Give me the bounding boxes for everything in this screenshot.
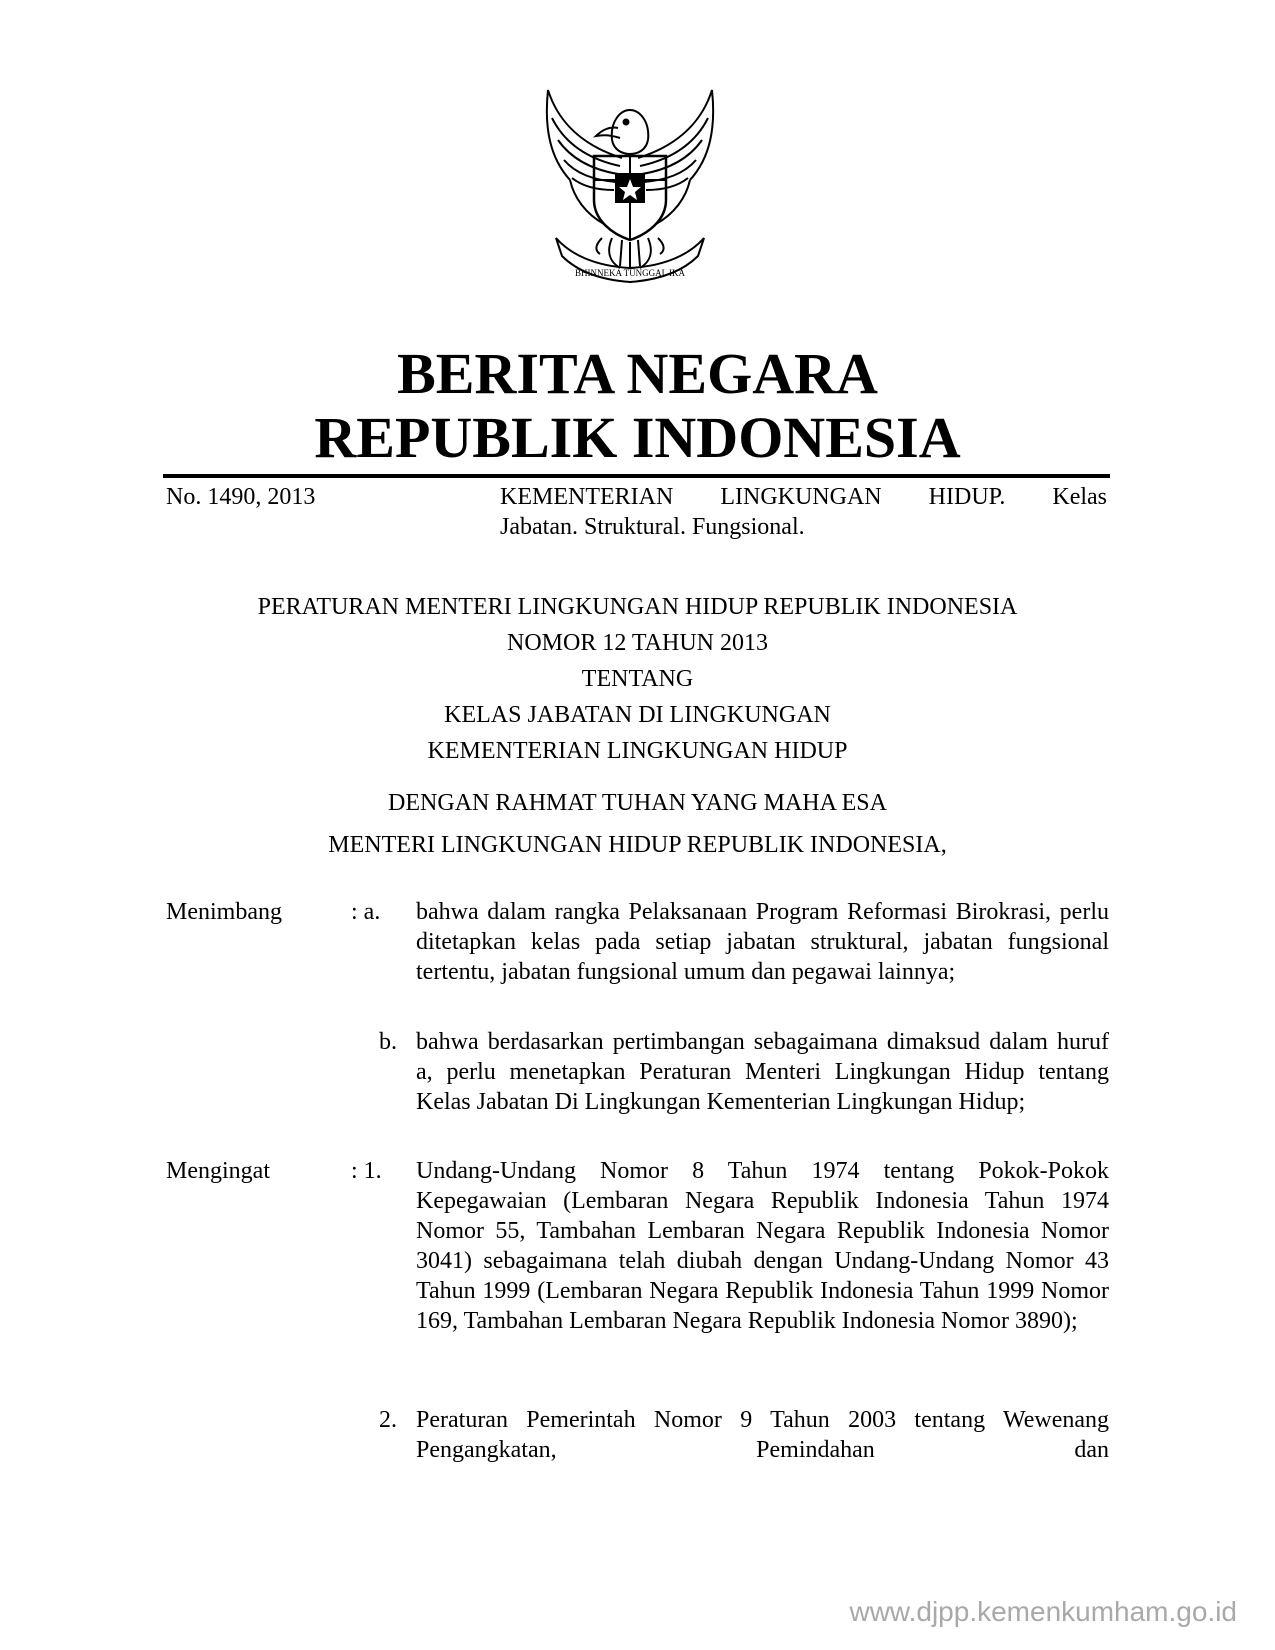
menimbang-clause-b: bahwa berdasarkan pertimbangan sebagaimana dimaksud dalam huruf a, perlu menetapkan Peraturan Menteri Lingkungan Hidup tentang Kelas Jabatan Di Lingkungan Kementerian Lingkungan Hidup; (416, 1029, 1109, 1115)
masthead-title-line2: REPUBLIK INDONESIA (314, 405, 961, 470)
mengingat-marker-2: 2. (379, 1407, 397, 1433)
menimbang-marker-a: : a. (351, 899, 381, 925)
regulation-subject-line1: KELAS JABATAN DI LINGKUNGAN (444, 702, 831, 728)
regulation-subject-line2: KEMENTERIAN LINGKUNGAN HIDUP (427, 738, 848, 764)
menimbang-label: Menimbang (166, 899, 282, 925)
gazette-number: No. 1490, 2013 (166, 484, 316, 510)
regulation-number: NOMOR 12 TAHUN 2013 (507, 630, 768, 656)
regulation-tentang: TENTANG (581, 666, 694, 692)
menimbang-marker-b: b. (379, 1029, 397, 1055)
masthead-title-line1: BERITA NEGARA (397, 341, 878, 406)
regulation-title-line1: PERATURAN MENTERI LINGKUNGAN HIDUP REPUBLIK INDONESIA (257, 594, 1018, 620)
garuda-pancasila-emblem-icon (530, 88, 730, 290)
mengingat-clause-2: Peraturan Pemerintah Nomor 9 Tahun 2003 tentang Wewenang Pengangkatan, Pemindahan dan (416, 1407, 1109, 1463)
emblem-motto: BHINNEKA TUNGGAL IKA (575, 268, 685, 278)
gazette-subject (500, 482, 1107, 542)
mengingat-label: Mengingat (166, 1158, 270, 1184)
masthead-divider (163, 474, 1110, 478)
preamble-line2: MENTERI LINGKUNGAN HIDUP REPUBLIK INDONESIA, (328, 832, 947, 858)
preamble-line1: DENGAN RAHMAT TUHAN YANG MAHA ESA (388, 790, 887, 816)
mengingat-marker-1: : 1. (351, 1158, 382, 1184)
source-watermark: www.djpp.kemenkumham.go.id (849, 1596, 1237, 1627)
gazette-subject-line1: KEMENTERIAN LINGKUNGAN HIDUP. Kelas (500, 484, 1107, 510)
mengingat-clause-1: Undang-Undang Nomor 8 Tahun 1974 tentang Pokok-Pokok Kepegawaian (Lembaran Negara Republik Indonesia Tahun 1974 Nomor 55, Tambahan Lembaran Negara Republik Indonesia Nomor 3041) sebagaimana telah diubah dengan Undang-Undang Nomor 43 Tahun 1999 (Lembaran Negara Republik Indonesia Tahun 1999 Nomor 169, Tambahan Lembaran Negara Republik Indonesia Nomor 3890); (416, 1158, 1109, 1334)
gazette-subject-line2: Jabatan. Struktural. Fungsional. (500, 514, 805, 540)
menimbang-clause-a: bahwa dalam rangka Pelaksanaan Program Reformasi Birokrasi, perlu ditetapkan kelas pada setiap jabatan struktural, jabatan fungsional tertentu, jabatan fungsional umum dan pegawai lainnya; (416, 899, 1109, 985)
